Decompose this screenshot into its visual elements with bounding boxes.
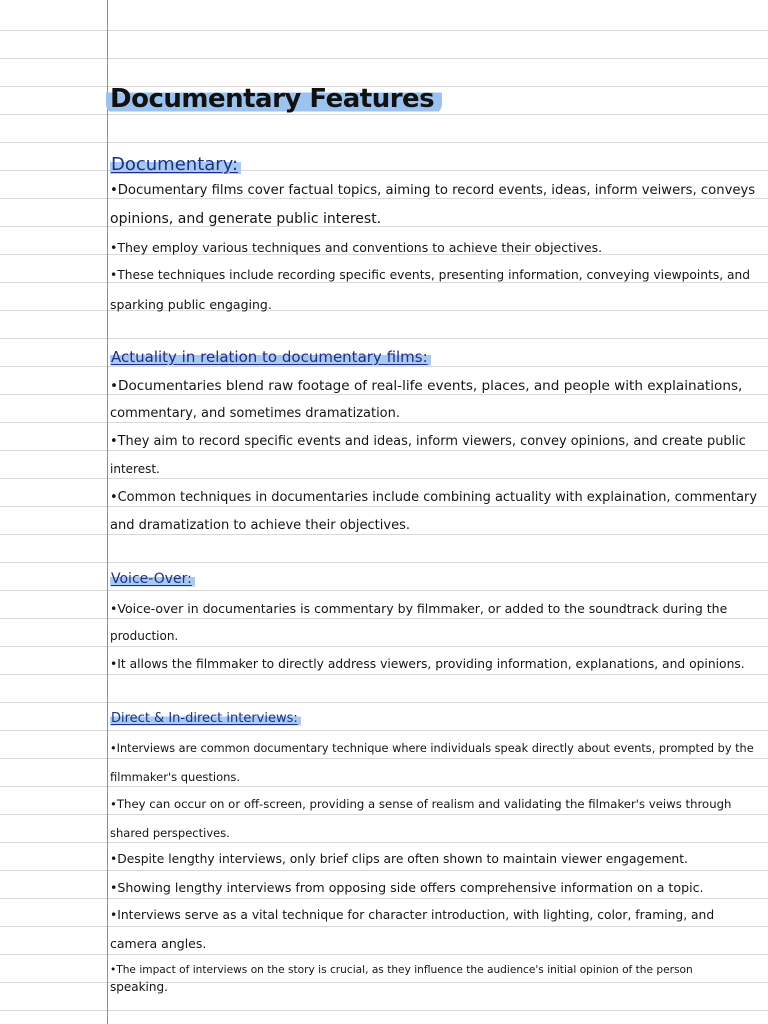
text-line: filmmaker's questions. — [110, 770, 241, 784]
text-line: •It allows the filmmaker to directly address viewers, providing information, explanations, and opinions. — [110, 657, 745, 671]
text-line: •Interviews are common documentary technique where individuals speak directly about events, prompted by the — [110, 742, 754, 755]
text-line: and dramatization to achieve their objectives. — [110, 518, 410, 533]
text-line: shared perspectives. — [110, 826, 230, 840]
text-line: commentary, and sometimes dramatization. — [110, 406, 401, 421]
text-line: speaking. — [110, 980, 168, 994]
heading-documentary: Documentary: — [110, 154, 241, 175]
text-line: •They aim to record specific events and ideas, inform viewers, convey opinions, and create public — [110, 434, 746, 449]
text-line: sparking public engaging. — [110, 297, 272, 312]
page-title: Documentary Features — [106, 84, 442, 114]
text-line: camera angles. — [110, 936, 207, 951]
text-line: •The impact of interviews on the story is crucial, as they influence the audience's initial opinion of the person — [110, 964, 693, 976]
text-line: •Despite lengthy interviews, only brief clips are often shown to maintain viewer engagement. — [110, 852, 688, 866]
text-line: interest. — [110, 462, 160, 476]
text-line: •Showing lengthy interviews from opposing side offers comprehensive information on a topic. — [110, 880, 704, 895]
heading-interviews: Direct & In-direct interviews: — [110, 711, 301, 726]
text-line: production. — [110, 629, 179, 643]
heading-actuality: Actuality in relation to documentary films: — [110, 348, 431, 366]
margin-line — [107, 0, 108, 1024]
text-line: •Common techniques in documentaries include combining actuality with explaination, commentary — [110, 490, 758, 505]
text-line: •Interviews serve as a vital technique for character introduction, with lighting, color, framing, and — [110, 908, 715, 922]
text-line: •They can occur on or off-screen, providing a sense of realism and validating the filmaker's veiws through — [110, 797, 732, 811]
text-line: •Documentary films cover factual topics, aiming to record events, ideas, inform veiwers, conveys — [110, 183, 756, 198]
text-line: opinions, and generate public interest. — [110, 211, 382, 227]
text-line: •Voice-over in documentaries is commentary by filmmaker, or added to the soundtrack during the — [110, 601, 728, 616]
text-line: •Documentaries blend raw footage of real-life events, places, and people with explainations, — [110, 378, 743, 394]
text-line: •They employ various techniques and conventions to achieve their objectives. — [110, 240, 603, 255]
text-line: •These techniques include recording specific events, presenting information, conveying viewpoints, and — [110, 268, 751, 282]
heading-voice-over: Voice-Over: — [110, 571, 195, 587]
